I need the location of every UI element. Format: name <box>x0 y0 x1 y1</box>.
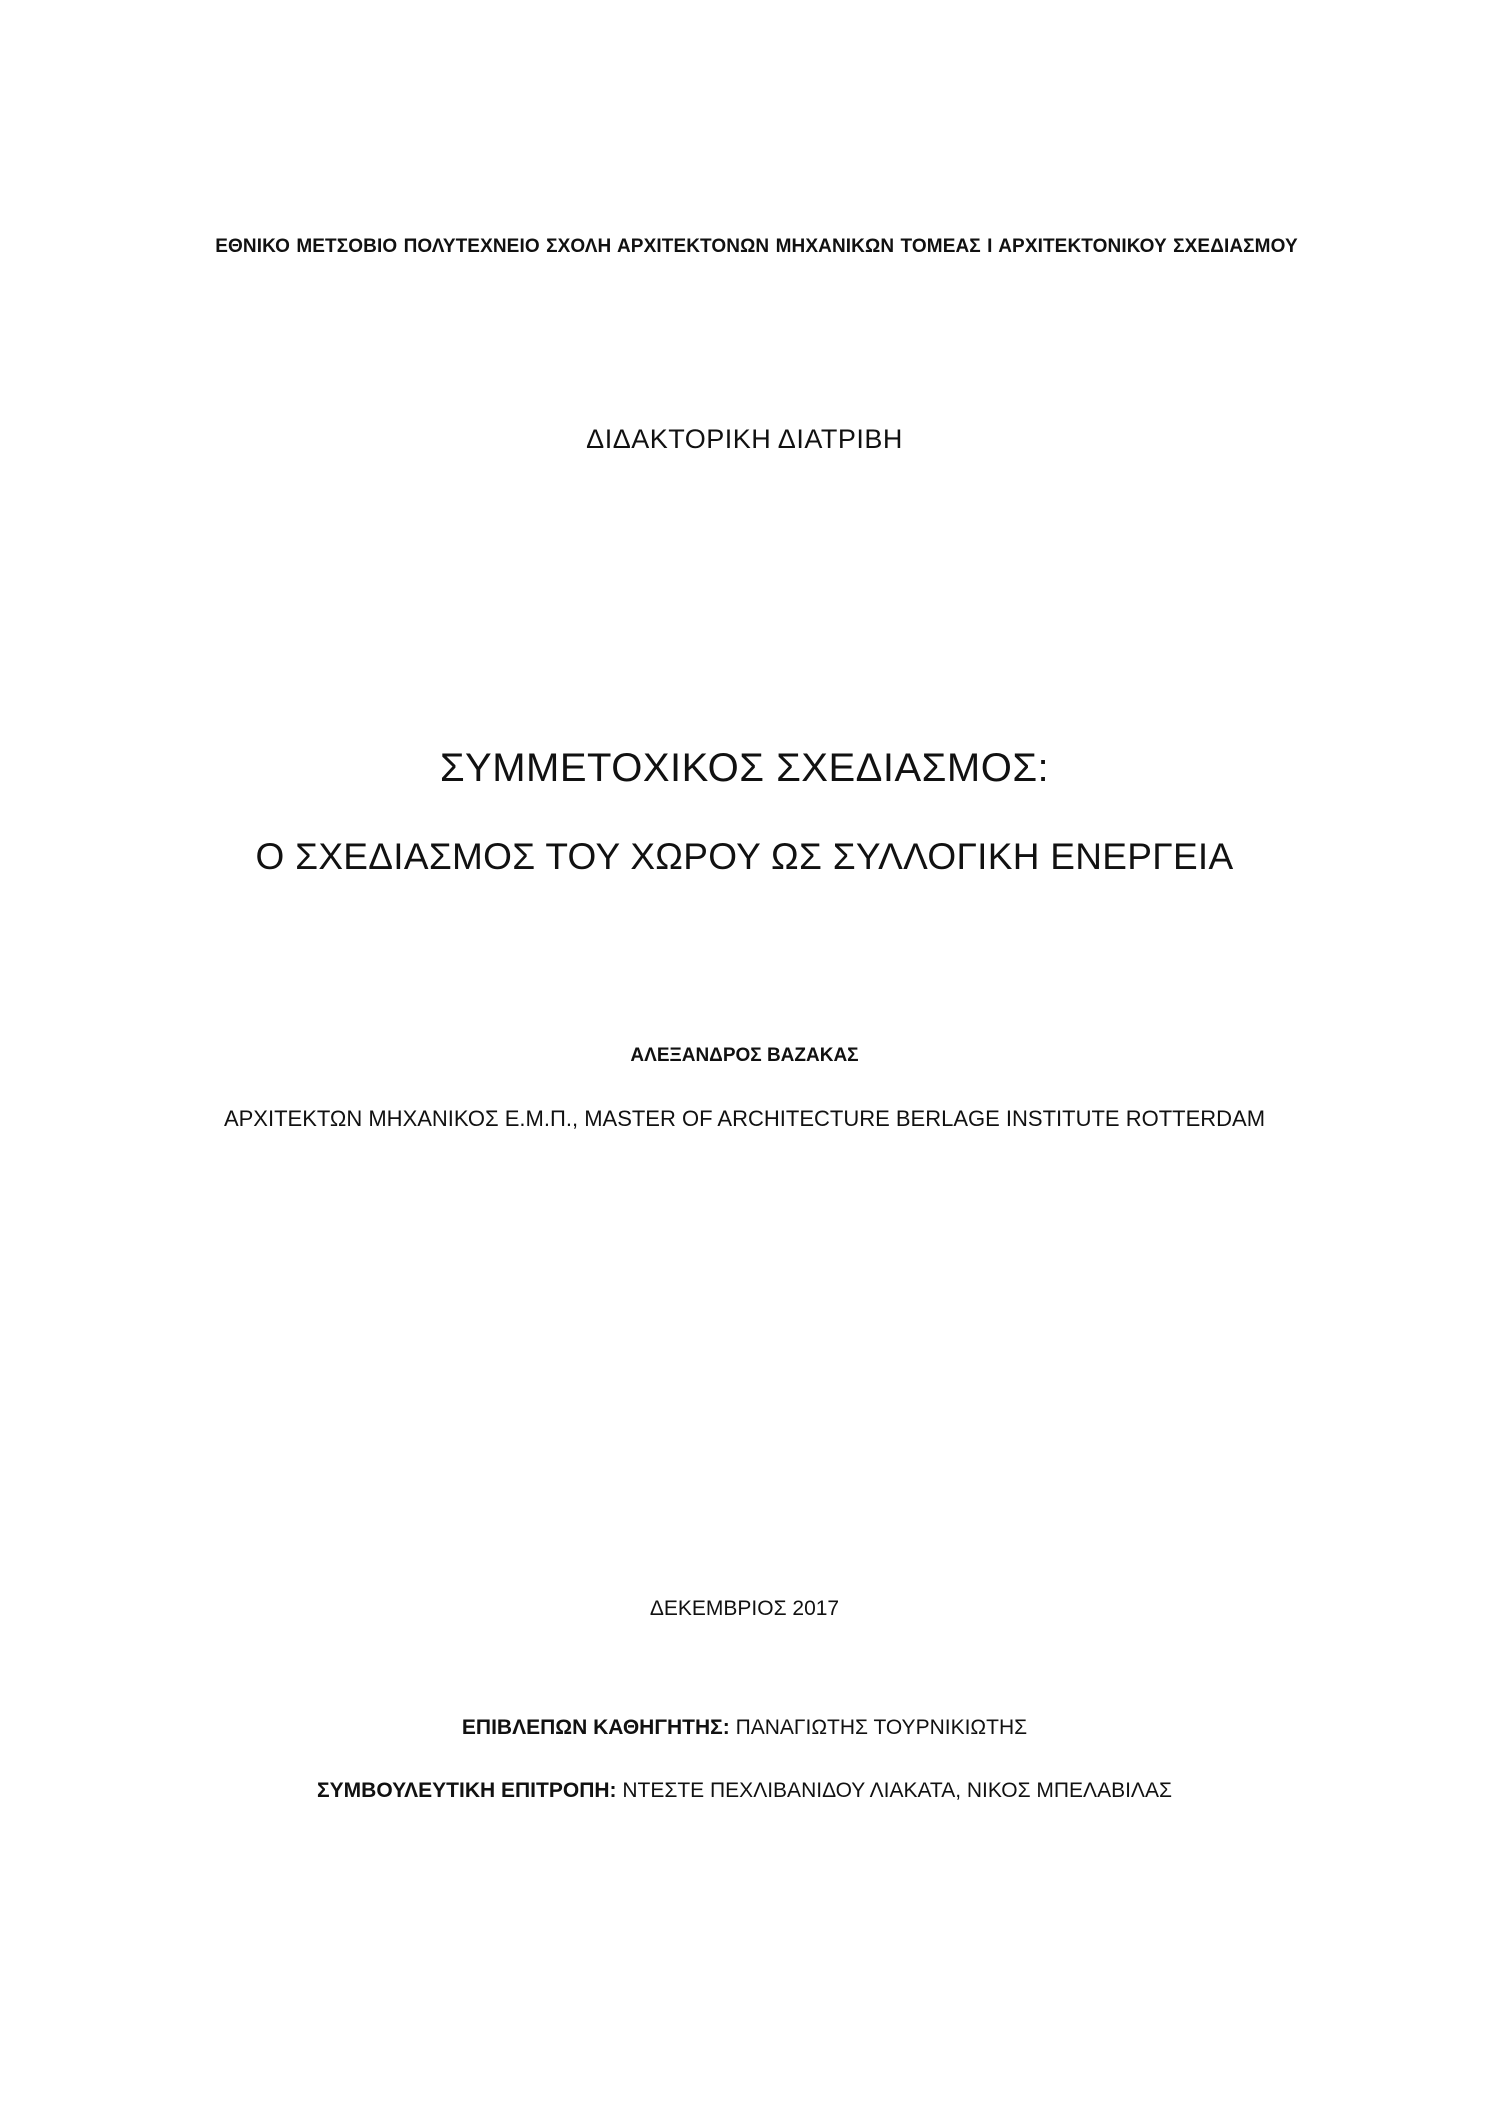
submission-date: ΔΕΚΕΜΒΡΙΟΣ 2017 <box>649 1597 840 1620</box>
author-name: ΑΛΕΞΑΝΔΡΟΣ ΒΑΖΑΚΑΣ <box>630 1045 859 1066</box>
author-credentials: ΑΡΧΙΤΕΚΤΩΝ ΜΗΧΑΝΙΚΟΣ Ε.Μ.Π., MASTER OF ARCHITECTURE BERLAGE INSTITUTE ROTTERDAM <box>223 1106 1266 1131</box>
document-type: ΔΙΔΑΚΤΟΡΙΚΗ ΔΙΑΤΡΙΒΗ <box>586 424 903 454</box>
thesis-subtitle: Ο ΣΧΕΔΙΑΣΜΟΣ ΤΟΥ ΧΩΡΟΥ ΩΣ ΣΥΛΛΟΓΙΚΗ ΕΝΕΡΓΕΙΑ <box>255 836 1234 877</box>
supervisor-line <box>0 1716 1489 1740</box>
institution-header: ΕΘΝΙΚΟ ΜΕΤΣΟΒΙΟ ΠΟΛΥΤΕΧΝΕΙΟ ΣΧΟΛΗ ΑΡΧΙΤΕΚΤΟΝΩΝ ΜΗΧΑΝΙΚΩΝ ΤΟΜΕΑΣ Ι ΑΡΧΙΤΕΚΤΟΝΙΚΟΥ ΣΧΕΔΙΑΣΜΟΥ <box>215 236 1298 257</box>
committee-members: ΝΤΕΣΤΕ ΠΕΧΛΙΒΑΝΙΔΟΥ ΛΙΑΚΑΤΑ, ΝΙΚΟΣ ΜΠΕΛΑΒΙΛΑΣ <box>622 1779 1172 1802</box>
supervisor-label: ΕΠΙΒΛΕΠΩΝ ΚΑΘΗΓΗΤΗΣ: <box>461 1716 730 1739</box>
committee-label: ΣΥΜΒΟΥΛΕΥΤΙΚΗ ΕΠΙΤΡΟΠΗ: <box>317 1779 617 1802</box>
committee-line <box>0 1779 1489 1803</box>
supervisor-name: ΠΑΝΑΓΙΩΤΗΣ ΤΟΥΡΝΙΚΙΩΤΗΣ <box>735 1716 1028 1739</box>
thesis-title: ΣΥΜΜΕΤΟΧΙΚΟΣ ΣΧΕΔΙΑΣΜΟΣ: <box>439 746 1050 790</box>
